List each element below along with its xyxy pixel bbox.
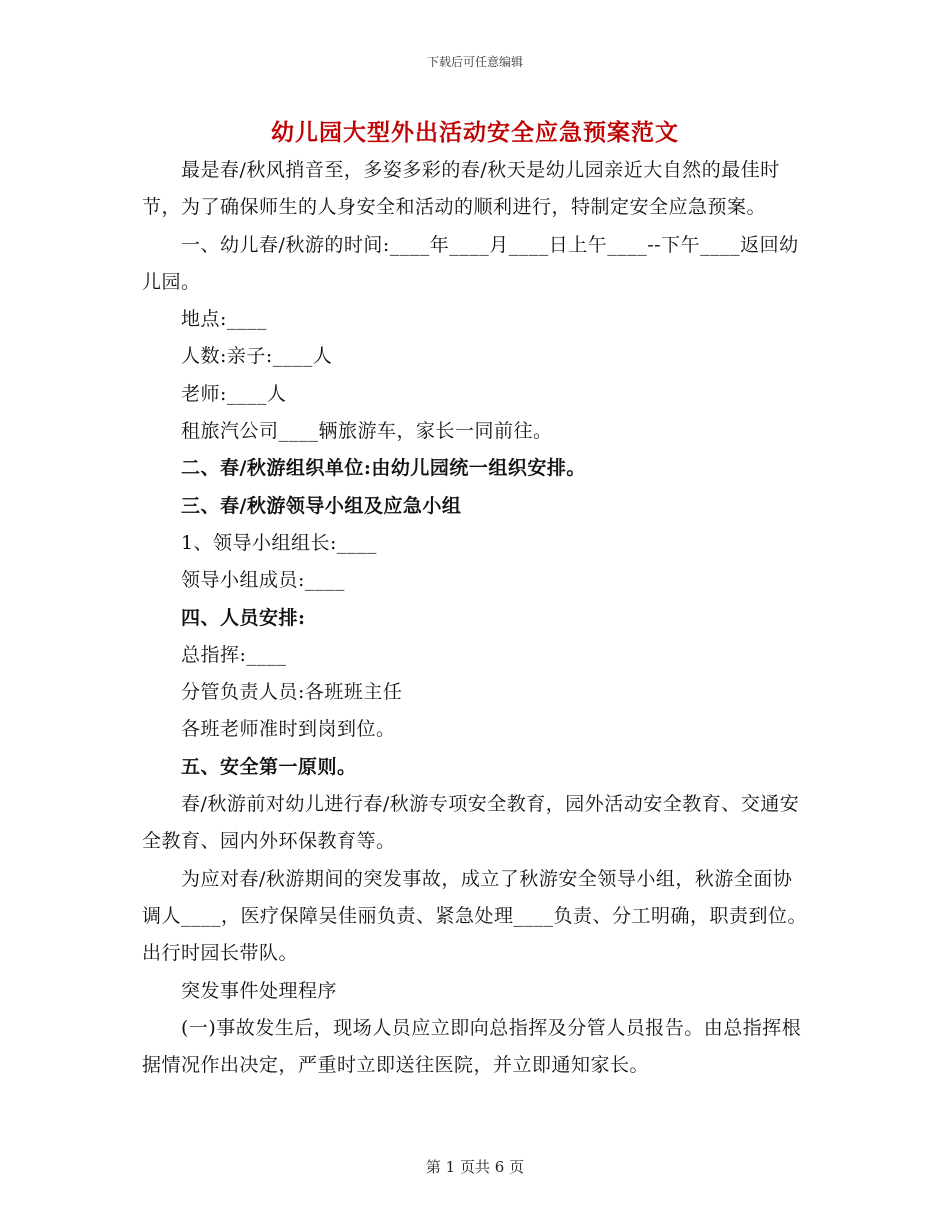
paragraph: 一、幼儿春/秋游的时间:____年____月____日上午____--下午____返回幼儿园。	[142, 233, 799, 293]
paragraph: 领导小组成员:____	[180, 569, 345, 592]
section-heading: 五、安全第一原则。	[180, 755, 357, 778]
page-number: 第 1 页共 6 页	[425, 1158, 525, 1176]
paragraph: 突发事件处理程序	[180, 979, 337, 1002]
paragraph: 最是春/秋风捎音至，多姿多彩的春/秋天是幼儿园亲近大自然的最佳时节，为了确保师生的人身安全和活动的顺利进行，特制定安全应急预案。	[142, 159, 780, 219]
document-body	[142, 152, 808, 1084]
document-title: 幼儿园大型外出活动安全应急预案范文	[271, 120, 679, 146]
paragraph: 地点:____	[180, 308, 267, 331]
paragraph: 分管负责人员:各班班主任	[180, 681, 403, 704]
paragraph: 为应对春/秋游期间的突发事故，成立了秋游安全领导小组，秋游全面协调人____，医疗保障吴佳丽负责、紧急处理____负责、分工明确，职责到位。出行时园长带队。	[142, 867, 808, 965]
paragraph: 春/秋游前对幼儿进行春/秋游专项安全教育，园外活动安全教育、交通安全教育、园内外环保教育等。	[142, 793, 800, 853]
section-heading: 四、人员安排:	[180, 606, 306, 629]
page-header-note: 下载后可任意编辑	[426, 55, 523, 69]
paragraph: 各班老师准时到岗到位。	[180, 718, 396, 741]
paragraph: 1、领导小组组长:____	[180, 531, 377, 554]
paragraph: 总指挥:____	[180, 643, 287, 666]
paragraph: 人数:亲子:____人	[180, 345, 333, 368]
section-heading: 二、春/秋游组织单位:由幼儿园统一组织安排。	[180, 457, 586, 480]
section-heading: 三、春/秋游领导小组及应急小组	[180, 494, 462, 517]
paragraph: 租旅汽公司____辆旅游车，家长一同前往。	[180, 420, 553, 443]
paragraph: (一)事故发生后，现场人员应立即向总指挥及分管人员报告。由总指挥根据情况作出决定，严重时立即送往医院，并立即通知家长。	[142, 1016, 802, 1077]
paragraph: 老师:____人	[180, 382, 287, 405]
